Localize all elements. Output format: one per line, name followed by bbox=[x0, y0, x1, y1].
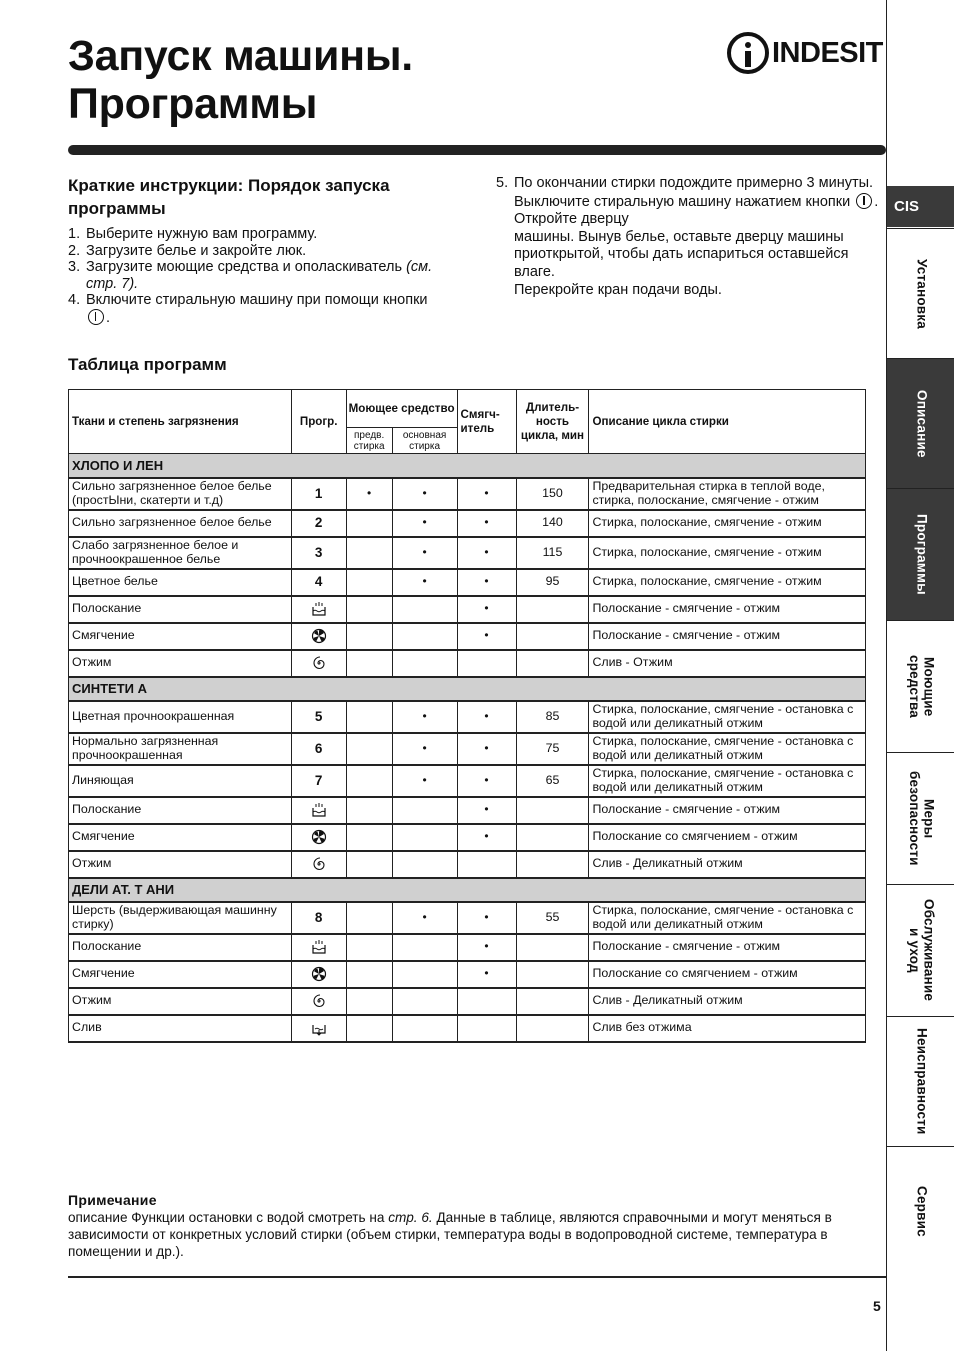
section-name: СИНТЕТИ А bbox=[69, 677, 866, 701]
softener-cell bbox=[457, 1015, 516, 1042]
softener-cell: • bbox=[457, 623, 516, 650]
mainwash-cell bbox=[392, 988, 457, 1015]
prewash-cell bbox=[346, 824, 392, 851]
logo-text: INDESIT bbox=[772, 36, 883, 69]
duration-cell: 75 bbox=[516, 733, 589, 765]
duration-cell: 85 bbox=[516, 701, 589, 733]
program-cell bbox=[291, 961, 346, 988]
sidebar-tab[interactable] bbox=[887, 752, 954, 884]
duration-cell bbox=[516, 988, 589, 1015]
program-cell bbox=[291, 596, 346, 623]
section-name: ХЛОПО И ЛЕН bbox=[69, 454, 866, 478]
rinse-icon bbox=[311, 802, 327, 817]
fabric-cell: Полоскание bbox=[69, 797, 292, 824]
sidebar-tab[interactable] bbox=[887, 1146, 954, 1276]
mainwash-cell bbox=[392, 797, 457, 824]
rinse-icon bbox=[311, 601, 327, 616]
duration-cell bbox=[516, 650, 589, 677]
quick-step-5: 5. По окончании стирки подождите примерно 3 минуты. Выключите стиральную машину нажатием кнопки . Откройте дверцу машины. Вынув белье, оставьте дверцу машины приоткрытой, чтобы дать испариться оставшейся влаге. Перекройте кран подачи воды. bbox=[496, 175, 879, 298]
mainwash-cell: • bbox=[392, 701, 457, 733]
sidebar-tab-label: Установка bbox=[914, 258, 930, 329]
description-cell: Слив - Деликатный отжим bbox=[589, 988, 866, 1015]
softener-icon bbox=[311, 829, 327, 844]
table-section-header bbox=[69, 454, 866, 478]
table-row bbox=[69, 824, 866, 851]
mainwash-cell bbox=[392, 934, 457, 961]
mainwash-cell bbox=[392, 824, 457, 851]
table-section-header bbox=[69, 677, 866, 701]
softener-icon bbox=[311, 628, 327, 643]
fabric-cell: Цветная прочноокрашенная bbox=[69, 701, 292, 733]
sidebar-tab-label: Программы bbox=[914, 514, 930, 595]
program-cell: 2 bbox=[291, 510, 346, 537]
note-heading: Примечание bbox=[68, 1192, 157, 1208]
softener-cell bbox=[457, 650, 516, 677]
sidebar-tab-label: Меры безопасности bbox=[907, 771, 937, 866]
softener-cell: • bbox=[457, 510, 516, 537]
sidebar-tab-label: Обслуживание и уход bbox=[907, 899, 937, 1002]
sidebar-tab[interactable] bbox=[887, 358, 954, 488]
softener-cell: • bbox=[457, 701, 516, 733]
header-detergent: Моющее средство bbox=[346, 390, 457, 428]
mainwash-cell bbox=[392, 961, 457, 988]
duration-cell bbox=[516, 596, 589, 623]
quick-instructions bbox=[68, 174, 443, 326]
table-row bbox=[69, 797, 866, 824]
quick-steps-list bbox=[68, 226, 443, 326]
header-fabrics: Ткани и степень загрязнения bbox=[69, 390, 292, 454]
prewash-cell bbox=[346, 569, 392, 596]
sidebar-tab[interactable] bbox=[887, 228, 954, 358]
softener-cell bbox=[457, 988, 516, 1015]
program-cell: 6 bbox=[291, 733, 346, 765]
description-cell: Стирка, полоскание, смягчение - остановка с водой или деликатный отжим bbox=[589, 902, 866, 934]
table-row bbox=[69, 510, 866, 537]
fabric-cell: Цветное белье bbox=[69, 569, 292, 596]
header-mainwash: основная стирка bbox=[392, 428, 457, 454]
duration-cell: 150 bbox=[516, 478, 589, 510]
table-row bbox=[69, 902, 866, 934]
mainwash-cell: • bbox=[392, 902, 457, 934]
program-cell: 7 bbox=[291, 765, 346, 797]
prewash-cell bbox=[346, 1015, 392, 1042]
spin-icon bbox=[311, 856, 327, 871]
power-button-icon bbox=[856, 193, 872, 209]
duration-cell bbox=[516, 851, 589, 878]
fabric-cell: Линяющая bbox=[69, 765, 292, 797]
prewash-cell bbox=[346, 537, 392, 569]
section-name: ДЕЛИ АТ. Т АНИ bbox=[69, 878, 866, 902]
table-row bbox=[69, 596, 866, 623]
duration-cell bbox=[516, 934, 589, 961]
prewash-cell bbox=[346, 623, 392, 650]
table-section-header bbox=[69, 878, 866, 902]
logo-mark-icon bbox=[727, 32, 769, 74]
fabric-cell: Шерсть (выдерживающая машинну стирку) bbox=[69, 902, 292, 934]
prewash-cell bbox=[346, 797, 392, 824]
table-row bbox=[69, 851, 866, 878]
spin-icon bbox=[311, 993, 327, 1008]
duration-cell bbox=[516, 1015, 589, 1042]
prewash-cell bbox=[346, 988, 392, 1015]
language-tab[interactable]: CIS bbox=[887, 186, 954, 227]
softener-cell: • bbox=[457, 478, 516, 510]
sidebar-tab-label: Неисправности bbox=[914, 1028, 930, 1135]
prewash-cell bbox=[346, 596, 392, 623]
prewash-cell bbox=[346, 765, 392, 797]
program-cell: 5 bbox=[291, 701, 346, 733]
softener-cell: • bbox=[457, 824, 516, 851]
duration-cell: 140 bbox=[516, 510, 589, 537]
sidebar-tab[interactable] bbox=[887, 620, 954, 752]
duration-cell bbox=[516, 824, 589, 851]
drain-icon bbox=[311, 1020, 327, 1035]
mainwash-cell: • bbox=[392, 569, 457, 596]
prewash-cell: • bbox=[346, 478, 392, 510]
mainwash-cell bbox=[392, 1015, 457, 1042]
mainwash-cell: • bbox=[392, 478, 457, 510]
note-text: описание Функции остановки с водой смотреть на стр. 6. Данные в таблице, являются справочными и могут меняться в зависимости от конкретных условий стирки (объем стирки, температура воды в водопроводной системе, температура в помещении и др.). bbox=[68, 1210, 832, 1259]
program-cell: 1 bbox=[291, 478, 346, 510]
program-cell bbox=[291, 1015, 346, 1042]
prewash-cell bbox=[346, 510, 392, 537]
softener-cell: • bbox=[457, 569, 516, 596]
table-row bbox=[69, 623, 866, 650]
description-cell: Стирка, полоскание, смягчение - остановка с водой или деликатный отжим bbox=[589, 701, 866, 733]
description-cell: Предварительная стирка в теплой воде, стирка, полоскание, смягчение - отжим bbox=[589, 478, 866, 510]
program-cell bbox=[291, 934, 346, 961]
fabric-cell: Смягчение bbox=[69, 961, 292, 988]
softener-cell bbox=[457, 851, 516, 878]
header-duration: Длитель- ность цикла, мин bbox=[516, 390, 589, 454]
page-reference: стр. 6. bbox=[388, 1210, 433, 1225]
description-cell: Стирка, полоскание, смягчение - отжим bbox=[589, 569, 866, 596]
sidebar-tab-label: Описание bbox=[914, 389, 930, 458]
duration-cell bbox=[516, 961, 589, 988]
sidebar-tab[interactable] bbox=[887, 488, 954, 620]
indesit-logo bbox=[727, 30, 887, 76]
fabric-cell: Сильно загрязненное белое белье bbox=[69, 510, 292, 537]
table-row bbox=[69, 478, 866, 510]
prewash-cell bbox=[346, 701, 392, 733]
quick-step: 4. Включите стиральную машину при помощи кнопки . bbox=[68, 292, 428, 326]
quick-step: 1. Выберите нужную вам программу. bbox=[68, 226, 318, 242]
prewash-cell bbox=[346, 650, 392, 677]
description-cell: Полоскание со смягчением - отжим bbox=[589, 824, 866, 851]
spin-icon bbox=[311, 655, 327, 670]
note-block bbox=[68, 1192, 874, 1260]
description-cell: Слив без отжима bbox=[589, 1015, 866, 1042]
mainwash-cell: • bbox=[392, 510, 457, 537]
description-cell: Слив - Отжим bbox=[589, 650, 866, 677]
program-cell bbox=[291, 851, 346, 878]
power-button-icon bbox=[88, 309, 104, 325]
fabric-cell: Слабо загрязненное белое и прочноокрашенное белье bbox=[69, 537, 292, 569]
prewash-cell bbox=[346, 902, 392, 934]
prewash-cell bbox=[346, 961, 392, 988]
description-cell: Полоскание со смягчением - отжим bbox=[589, 961, 866, 988]
program-table-body bbox=[69, 454, 866, 1042]
fabric-cell: Отжим bbox=[69, 851, 292, 878]
duration-cell: 55 bbox=[516, 902, 589, 934]
table-row bbox=[69, 934, 866, 961]
mainwash-cell bbox=[392, 623, 457, 650]
softener-cell: • bbox=[457, 765, 516, 797]
fabric-cell: Полоскание bbox=[69, 934, 292, 961]
softener-cell: • bbox=[457, 934, 516, 961]
program-cell bbox=[291, 824, 346, 851]
rinse-icon bbox=[311, 939, 327, 954]
program-cell: 4 bbox=[291, 569, 346, 596]
mainwash-cell bbox=[392, 650, 457, 677]
description-cell: Стирка, полоскание, смягчение - отжим bbox=[589, 537, 866, 569]
table-row bbox=[69, 961, 866, 988]
sidebar-tab[interactable] bbox=[887, 884, 954, 1016]
table-row bbox=[69, 1015, 866, 1042]
mainwash-cell bbox=[392, 596, 457, 623]
bottom-divider bbox=[68, 1276, 886, 1278]
description-cell: Стирка, полоскание, смягчение - остановка с водой или деликатный отжим bbox=[589, 765, 866, 797]
prewash-cell bbox=[346, 851, 392, 878]
duration-cell bbox=[516, 623, 589, 650]
title-divider bbox=[68, 145, 886, 155]
duration-cell bbox=[516, 797, 589, 824]
mainwash-cell: • bbox=[392, 537, 457, 569]
fabric-cell: Слив bbox=[69, 1015, 292, 1042]
softener-cell: • bbox=[457, 733, 516, 765]
description-cell: Полоскание - смягчение - отжим bbox=[589, 934, 866, 961]
page-title bbox=[68, 32, 413, 128]
header-description: Описание цикла стирки bbox=[589, 390, 866, 454]
duration-cell: 115 bbox=[516, 537, 589, 569]
table-row bbox=[69, 733, 866, 765]
prewash-cell bbox=[346, 934, 392, 961]
prewash-cell bbox=[346, 733, 392, 765]
header-softener: Смягч- итель bbox=[457, 390, 516, 454]
quick-step: 3. Загрузите моющие средства и ополаскиватель (см. стр. 7). bbox=[68, 259, 433, 292]
softener-icon bbox=[311, 966, 327, 981]
softener-cell: • bbox=[457, 537, 516, 569]
sidebar-tab-label: Моющие средства bbox=[907, 654, 937, 718]
program-cell bbox=[291, 650, 346, 677]
description-cell: Слив - Деликатный отжим bbox=[589, 851, 866, 878]
header-prewash: предв. стирка bbox=[346, 428, 392, 454]
duration-cell: 95 bbox=[516, 569, 589, 596]
program-cell bbox=[291, 988, 346, 1015]
table-row bbox=[69, 701, 866, 733]
program-cell bbox=[291, 623, 346, 650]
program-cell: 8 bbox=[291, 902, 346, 934]
mainwash-cell: • bbox=[392, 765, 457, 797]
page-reference: (см. стр. 7). bbox=[86, 259, 433, 292]
program-cell: 3 bbox=[291, 537, 346, 569]
mainwash-cell: • bbox=[392, 733, 457, 765]
description-cell: Полоскание - смягчение - отжим bbox=[589, 797, 866, 824]
softener-cell: • bbox=[457, 797, 516, 824]
mainwash-cell bbox=[392, 851, 457, 878]
program-table bbox=[68, 389, 866, 1043]
sidebar-tab-label: Сервис bbox=[914, 1186, 930, 1237]
sidebar-tab[interactable] bbox=[887, 1016, 954, 1146]
softener-cell: • bbox=[457, 596, 516, 623]
table-row bbox=[69, 537, 866, 569]
duration-cell: 65 bbox=[516, 765, 589, 797]
table-row bbox=[69, 765, 866, 797]
fabric-cell: Нормально загрязненная прочноокрашенная bbox=[69, 733, 292, 765]
table-row bbox=[69, 988, 866, 1015]
program-cell bbox=[291, 797, 346, 824]
description-cell: Стирка, полоскание, смягчение - остановка с водой или деликатный отжим bbox=[589, 733, 866, 765]
fabric-cell: Смягчение bbox=[69, 623, 292, 650]
softener-cell: • bbox=[457, 902, 516, 934]
program-table-title: Таблица программ bbox=[68, 355, 227, 374]
description-cell: Полоскание - смягчение - отжим bbox=[589, 596, 866, 623]
quick-instructions-heading: Краткие инструкции: Порядок запуска программы bbox=[68, 176, 390, 218]
page-title-line2: Программы bbox=[68, 80, 318, 128]
fabric-cell: Отжим bbox=[69, 988, 292, 1015]
fabric-cell: Отжим bbox=[69, 650, 292, 677]
header-program: Прогр. bbox=[291, 390, 346, 454]
section-sidebar bbox=[886, 0, 954, 1351]
fabric-cell: Сильно загрязненное белое белье (простЫни, скатерти и т.д) bbox=[69, 478, 292, 510]
table-row bbox=[69, 569, 866, 596]
fabric-cell: Полоскание bbox=[69, 596, 292, 623]
page-title-line1: Запуск машины. bbox=[68, 32, 413, 80]
fabric-cell: Смягчение bbox=[69, 824, 292, 851]
table-row bbox=[69, 650, 866, 677]
softener-cell: • bbox=[457, 961, 516, 988]
quick-step: 2. Загрузите белье и закройте люк. bbox=[68, 242, 307, 259]
page-number: 5 bbox=[873, 1298, 881, 1314]
description-cell: Стирка, полоскание, смягчение - отжим bbox=[589, 510, 866, 537]
description-cell: Полоскание - смягчение - отжим bbox=[589, 623, 866, 650]
